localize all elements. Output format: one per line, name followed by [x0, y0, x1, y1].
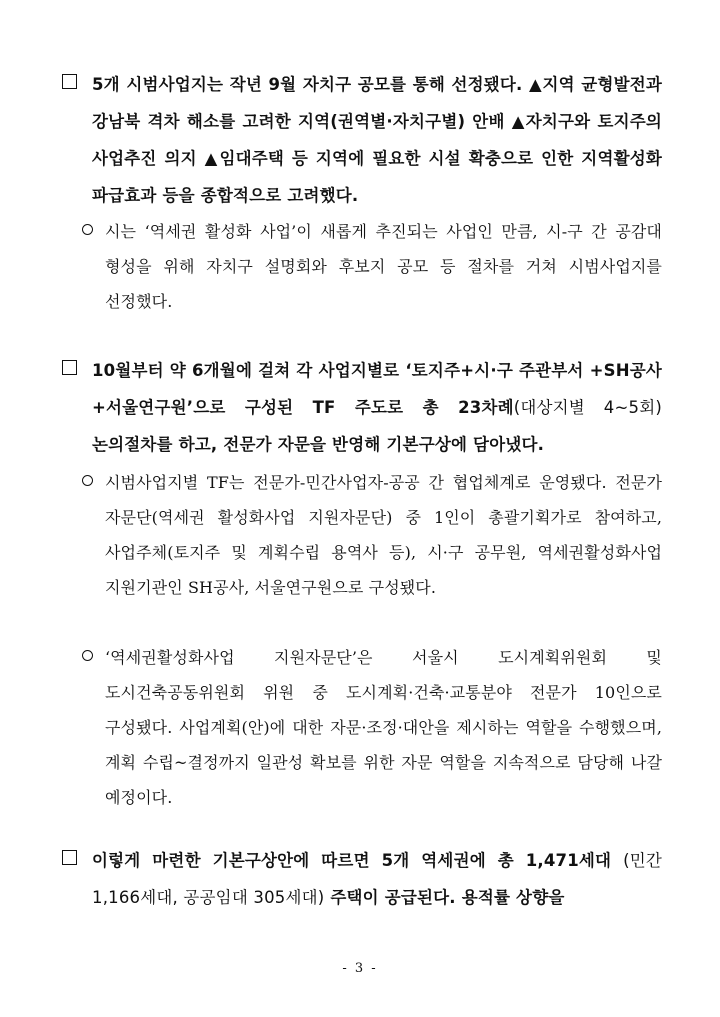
section-2-text-a: 10월부터 약 6개월에 걸쳐 각 사업지별로 ‘토지주+시·구 주관부서 +SH공사+서울연구원’으로 구성된 TF 주도로 총 23차례 [92, 361, 662, 417]
section-3-paragraph [92, 842, 662, 916]
section-3-text-b: (민간 1,166세대, 공공임대 305세대) [92, 851, 662, 907]
section-2-text-c: 논의절차를 하고, 전문가 자문을 반영해 기본구상에 담아냈다. [92, 435, 545, 454]
section-1 [62, 66, 662, 214]
square-bullet-icon [62, 850, 77, 865]
section-3 [62, 842, 662, 916]
circle-bullet-icon [82, 650, 93, 661]
section-2-subitem-2-text: ‘역세권활성화사업 지원자문단’은 서울시 도시계획위원회 및 도시건축공동위원회 위원 중 도시계획·건축·교통분야 전문가 10인으로 구성됐다. 사업계획(안)에 대한 자문·조정·대안을 제시하는 역할을 수행했으며, 계획 수립~결정까지 일관성 확보를 위한 자문 역할을 지속적으로 담당해 나갈 예정이다. [105, 648, 662, 807]
section-2-subitem-1 [82, 465, 662, 605]
section-2-text-b: (대상지별 4~5회) [513, 398, 662, 417]
circle-bullet-icon [82, 224, 93, 235]
square-bullet-icon [62, 74, 77, 89]
section-1-paragraph: 5개 시범사업지는 작년 9월 자치구 공모를 통해 선정됐다. ▲지역 균형발전과 강남북 격차 해소를 고려한 지역(권역별·자치구별) 안배 ▲자치구와 토지주의 사업추진 의지 ▲임대주택 등 지역에 필요한 시설 확충으로 인한 지역활성화 파급효과 등을 종합적으로 고려했다. [92, 75, 662, 205]
section-2-subitem-1-text: 시범사업지별 TF는 전문가-민간사업자-공공 간 협업체계로 운영됐다. 전문가 자문단(역세권 활성화사업 지원자문단) 중 1인이 총괄기획가로 참여하고, 사업주체(토지주 및 계획수립 용역사 등), 시·구 공무원, 역세권활성화사업 지원기관인 SH공사, 서울연구원으로 구성됐다. [105, 473, 662, 597]
section-1-subitem-1 [82, 214, 662, 319]
square-bullet-icon [62, 360, 77, 375]
page-number: - 3 - [342, 961, 378, 976]
section-2-subitem-2 [82, 640, 662, 815]
section-1-subitem-1-text: 시는 ‘역세권 활성화 사업’이 새롭게 추진되는 사업인 만큼, 시-구 간 공감대 형성을 위해 자치구 설명회와 후보지 공모 등 절차를 거쳐 시범사업지를 선정했다. [105, 222, 662, 311]
section-3-text-c: 주택이 공급된다. 용적률 상향을 [324, 888, 565, 907]
section-3-text-a: 이렇게 마련한 기본구상안에 따르면 5개 역세권에 총 1,471세대 [92, 851, 624, 870]
section-2 [62, 352, 662, 463]
section-2-paragraph [92, 352, 662, 463]
circle-bullet-icon [82, 475, 93, 486]
